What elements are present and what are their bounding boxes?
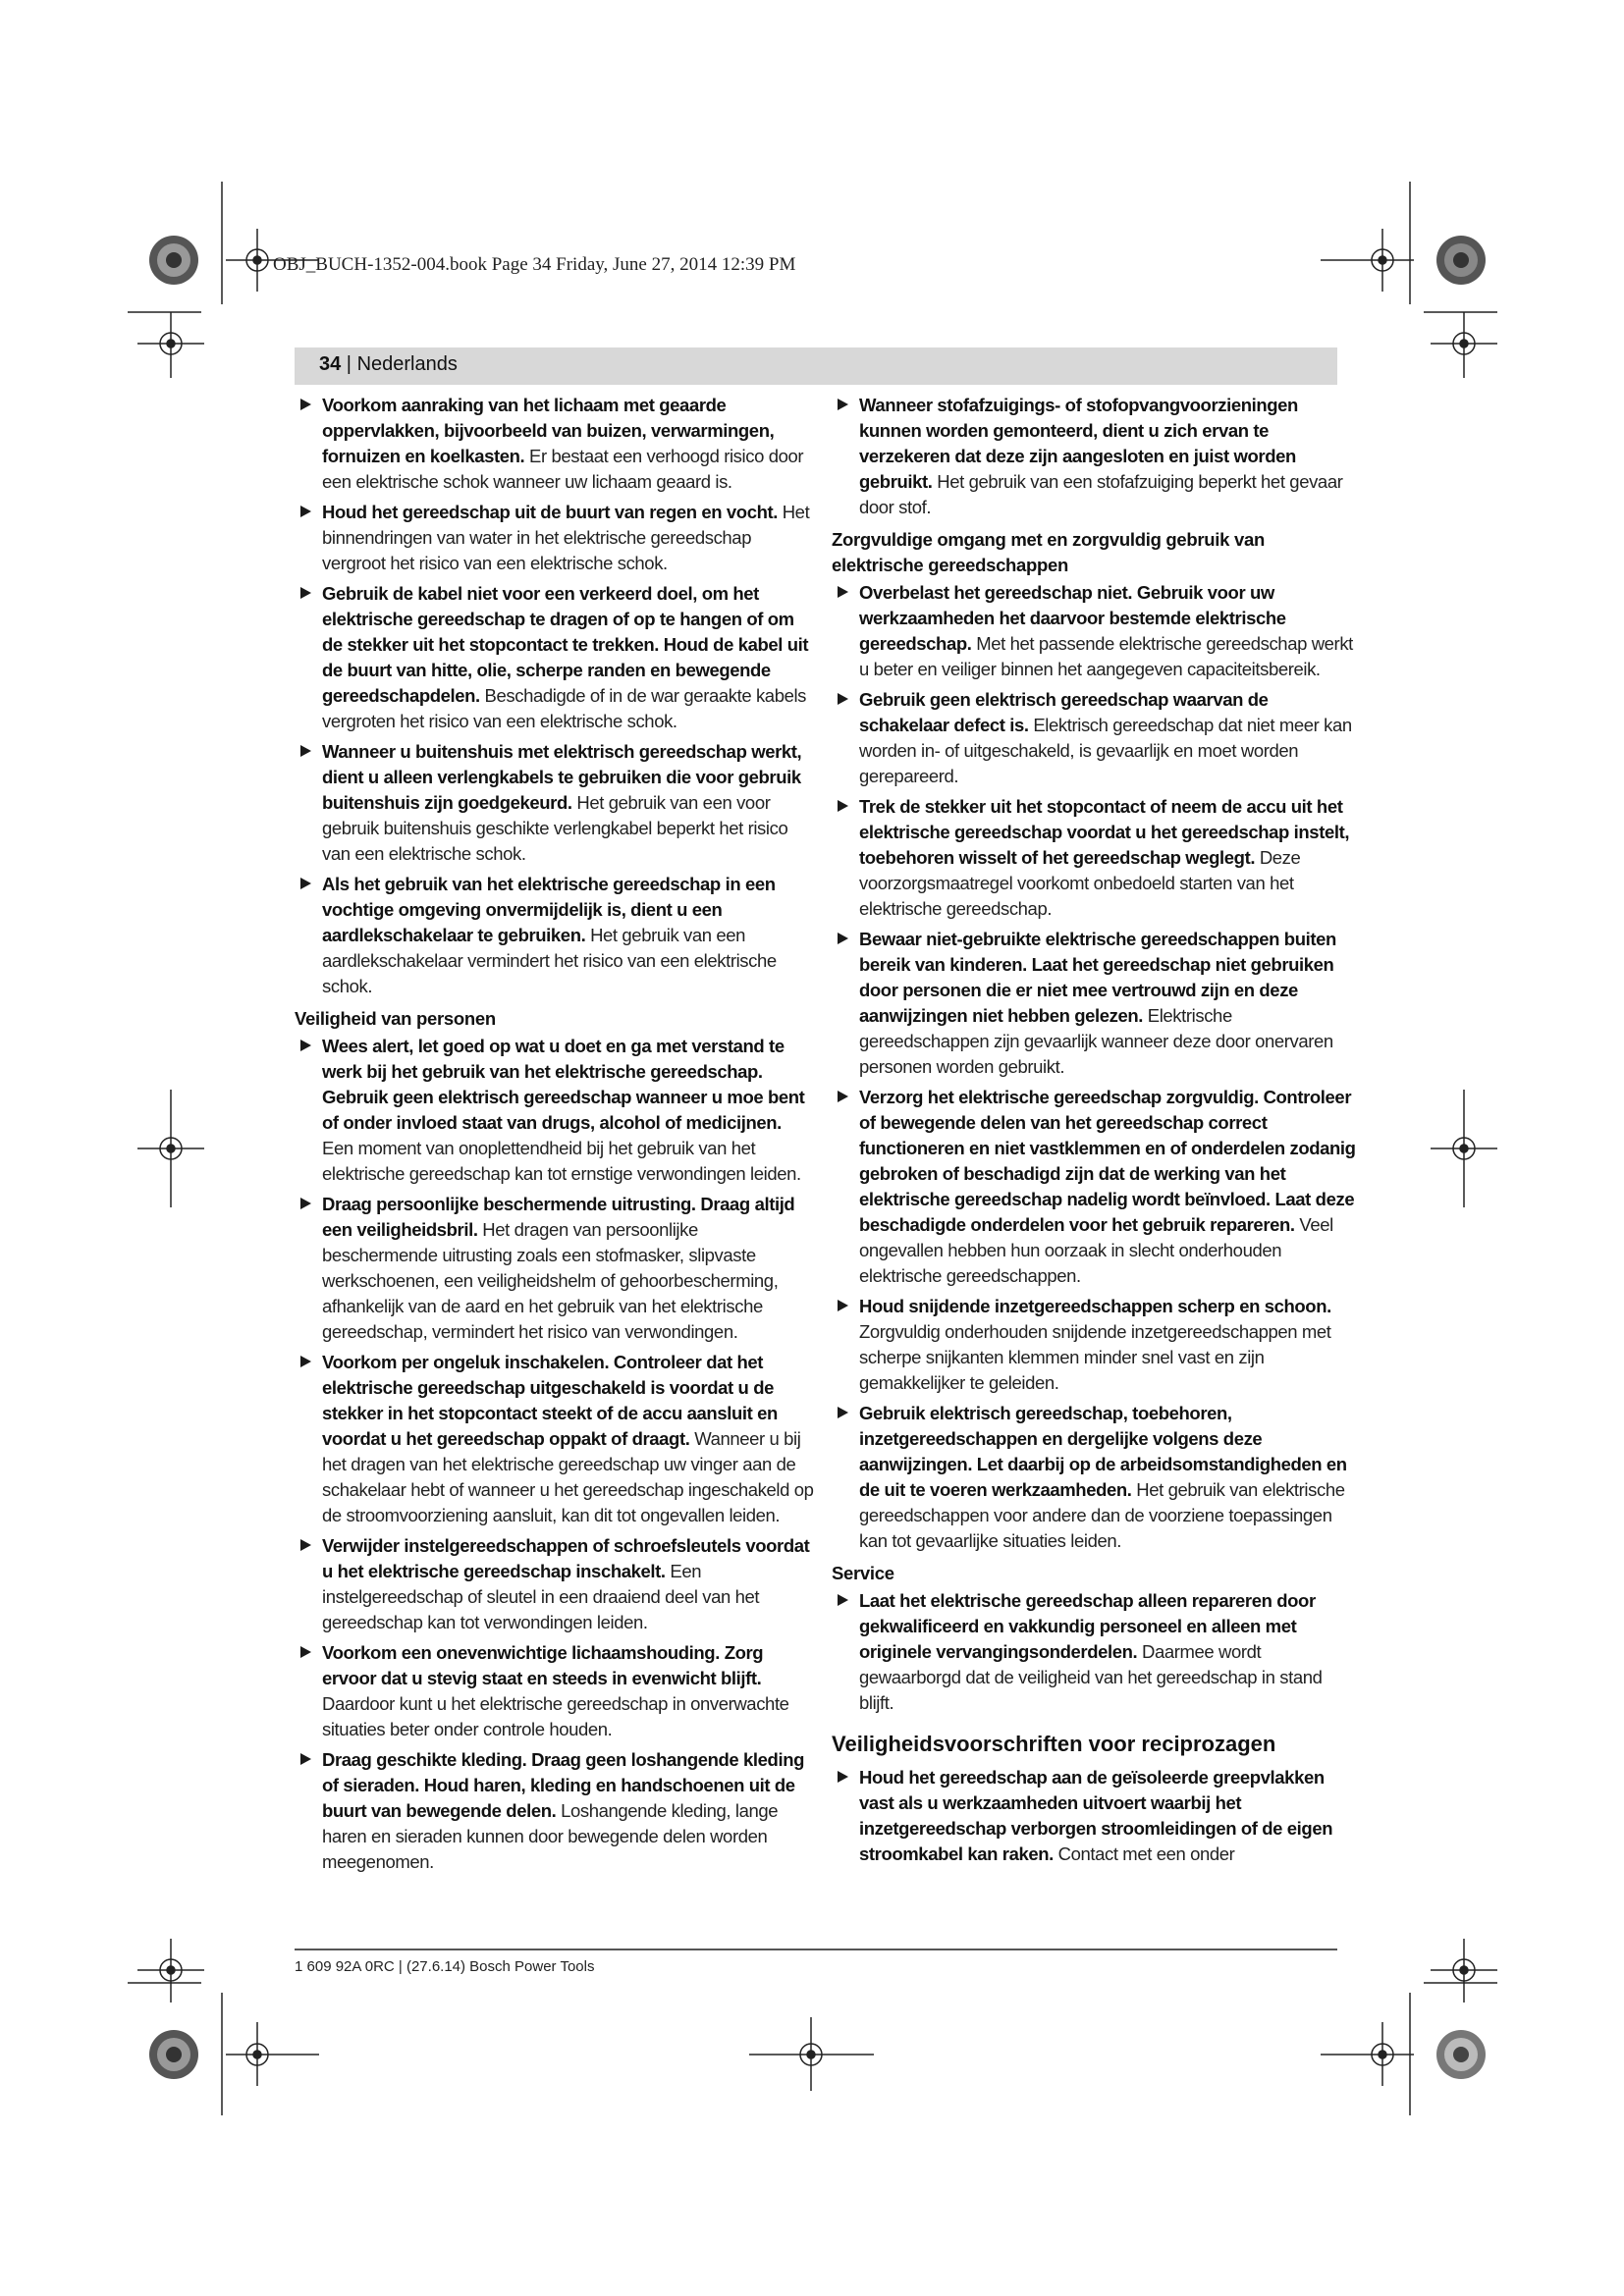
subhead-service: Service bbox=[832, 1563, 894, 1583]
bullet-text bbox=[859, 927, 1357, 1080]
bullet-triangle-icon bbox=[300, 1646, 311, 1658]
bullet-item bbox=[295, 393, 815, 495]
bullet-bold-text: Voorkom aanraking van het lichaam met geaarde oppervlakken, bijvoorbeeld van buizen, verwarmingen, fornuizen en koelkasten. bbox=[322, 395, 775, 466]
bullet-plain-text: Deze voorzorgsmaatregel voorkomt onbedoeld starten van het elektrische gereedschap. bbox=[859, 847, 1301, 919]
bullet-plain-text: Contact met een onder bbox=[1053, 1843, 1235, 1864]
bullet-triangle-icon bbox=[300, 587, 311, 599]
bullet-bold-text: Trek de stekker uit het stopcontact of neem de accu uit het elektrische gereedschap voordat u het gereedschap instelt, toebehoren wisselt of het gereedschap weglegt. bbox=[859, 796, 1350, 868]
bullet-plain-text: Er bestaat een verhoogd risico door een elektrische schok wanneer uw lichaam geaard is. bbox=[322, 446, 804, 492]
bullet-bold-text: Wees alert, let goed op wat u doet en ga met verstand te werk bij het gebruik van het elektrische gereedschap. Gebruik geen elektrisch gereedschap wanneer u moe bent of onder invloed staat van drugs, alcohol of medicijnen. bbox=[322, 1036, 805, 1133]
bullet-text bbox=[859, 687, 1357, 789]
bullet-triangle-icon bbox=[300, 1356, 311, 1367]
bullet-item bbox=[832, 1294, 1357, 1396]
bullet-bold-text: Gebruik elektrisch gereedschap, toebehoren, inzetgereedschappen en dergelijke volgens deze aanwijzingen. Let daarbij op de arbeidsomstandigheden en de uit te voeren werkzaamheden. bbox=[859, 1403, 1347, 1500]
bullet-text bbox=[859, 1765, 1357, 1867]
bullet-plain-text: Het dragen van persoonlijke beschermende uitrusting zoals een stofmasker, slipvaste werkschoenen, een veiligheidshelm of gehoorbescherming, afhankelijk van de aard en het gebruik van het elektrische gereedschap, vermindert het risico van verwondingen. bbox=[322, 1219, 779, 1342]
left-column bbox=[295, 393, 815, 1880]
bullet-triangle-icon bbox=[838, 800, 848, 812]
bullet-triangle-icon bbox=[300, 745, 311, 757]
bullet-item bbox=[832, 794, 1357, 922]
bullet-item bbox=[832, 1765, 1357, 1867]
bullet-text bbox=[322, 1192, 815, 1345]
bullet-triangle-icon bbox=[838, 1407, 848, 1418]
bullet-text bbox=[859, 1401, 1357, 1554]
bullet-bold-text: Bewaar niet-gebruikte elektrische gereedschappen buiten bereik van kinderen. Laat het gereedschap niet gebruiken door personen die er niet mee vertrouwd zijn en deze aanwijzingen niet hebben gelezen. bbox=[859, 929, 1336, 1026]
bullet-text bbox=[859, 794, 1357, 922]
bullet-triangle-icon bbox=[300, 399, 311, 410]
bullet-plain-text: Daardoor kunt u het elektrische gereedschap in onverwachte situaties beter onder controle houden. bbox=[322, 1693, 789, 1739]
bullet-plain-text: Beschadigde of in de war geraakte kabels vergroten het risico van een elektrische schok. bbox=[322, 685, 807, 731]
bullet-text bbox=[322, 393, 815, 495]
bullet-item bbox=[832, 927, 1357, 1080]
bullet-plain-text: Het binnendringen van water in het elektrische gereedschap vergroot het risico van een elektrische schok. bbox=[322, 502, 810, 573]
bullet-item bbox=[295, 1640, 815, 1742]
bullet-triangle-icon bbox=[300, 1753, 311, 1765]
bullet-text bbox=[322, 1034, 815, 1187]
bullet-text bbox=[322, 872, 815, 999]
bullet-plain-text: Het gebruik van een stofafzuiging beperkt het gevaar door stof. bbox=[859, 471, 1343, 517]
bullet-text bbox=[322, 581, 815, 734]
bullet-text bbox=[322, 1747, 815, 1875]
bullet-item bbox=[295, 872, 815, 999]
bullet-triangle-icon bbox=[300, 1539, 311, 1551]
bullet-item bbox=[832, 687, 1357, 789]
bullet-triangle-icon bbox=[300, 1040, 311, 1051]
bullet-plain-text: Het gebruik van elektrische gereedschappen voor andere dan de voorziene toepassingen kan tot gevaarlijke situaties leiden. bbox=[859, 1479, 1345, 1551]
bullet-triangle-icon bbox=[838, 1771, 848, 1783]
bullet-bold-text: Draag persoonlijke beschermende uitrusting. Draag altijd een veiligheidsbril. bbox=[322, 1194, 795, 1240]
bullet-plain-text: Een instelgereedschap of sleutel in een draaiend deel van het gereedschap kan tot verwondingen leiden. bbox=[322, 1561, 760, 1632]
bullet-bold-text: Houd het gereedschap uit de buurt van regen en vocht. bbox=[322, 502, 778, 522]
bullet-plain-text: Elektrisch gereedschap dat niet meer kan worden in- of uitgeschakeld, is gevaarlijk en moet worden gerepareerd. bbox=[859, 715, 1352, 786]
bullet-text bbox=[322, 1533, 815, 1635]
bullet-text bbox=[859, 393, 1357, 520]
bullet-triangle-icon bbox=[838, 399, 848, 410]
bullet-plain-text: Daarmee wordt gewaarborgd dat de veiligheid van het gereedschap in stand blijft. bbox=[859, 1641, 1323, 1713]
bullet-bold-text: Als het gebruik van het elektrische gereedschap in een vochtige omgeving onvermijdelijk is, dient u een aardlekschakelaar te gebruiken. bbox=[322, 874, 776, 945]
bullet-text bbox=[859, 1294, 1357, 1396]
bullet-bold-text: Overbelast het gereedschap niet. Gebruik voor uw werkzaamheden het daarvoor bestemde elektrische gereedschap. bbox=[859, 582, 1286, 654]
bullet-item bbox=[295, 581, 815, 734]
bullet-bold-text: Wanneer stofafzuigings- of stofopvangvoorzieningen kunnen worden gemonteerd, dient u zich ervan te verzekeren dat deze zijn aangesloten en juist worden gebruikt. bbox=[859, 395, 1298, 492]
bullet-item bbox=[832, 1588, 1357, 1716]
bullet-triangle-icon bbox=[838, 1300, 848, 1311]
print-slug: OBJ_BUCH-1352-004.book Page 34 Friday, June 27, 2014 12:39 PM bbox=[273, 254, 796, 275]
bullet-item bbox=[832, 1401, 1357, 1554]
bullet-bold-text: Laat het elektrische gereedschap alleen repareren door gekwalificeerd en vakkundig personeel en alleen met originele vervangingsonderdelen. bbox=[859, 1590, 1316, 1662]
header-separator: | bbox=[341, 353, 357, 375]
bullet-bold-text: Gebruik de kabel niet voor een verkeerd doel, om het elektrische gereedschap te dragen of op te hangen of om de stekker uit het stopcontact te trekken. Houd de kabel uit de buurt van hitte, olie, scherpe randen en bewegende gereedschapdelen. bbox=[322, 583, 809, 706]
bullet-triangle-icon bbox=[838, 693, 848, 705]
bullet-text bbox=[859, 1588, 1357, 1716]
footer-rule bbox=[295, 1949, 1337, 1950]
bullet-bold-text: Voorkom een onevenwichtige lichaamshouding. Zorg ervoor dat u stevig staat en steeds in evenwicht blijft. bbox=[322, 1642, 764, 1688]
bullet-plain-text: Een moment van onoplettendheid bij het gebruik van het elektrische gereedschap kan tot ernstige verwondingen leiden. bbox=[322, 1138, 801, 1184]
bullet-triangle-icon bbox=[838, 586, 848, 598]
bullet-plain-text: Het gebruik van een aardlekschakelaar vermindert het risico van een elektrische schok. bbox=[322, 925, 777, 996]
page-number: 34 bbox=[319, 353, 342, 375]
bullet-text bbox=[859, 1085, 1357, 1289]
bullet-text bbox=[322, 1350, 815, 1528]
subhead-zorgvuldige-omgang: Zorgvuldige omgang met en zorgvuldig gebruik van elektrische gereedschappen bbox=[832, 529, 1265, 575]
bullet-bold-text: Draag geschikte kleding. Draag geen loshangende kleding of sieraden. Houd haren, kleding en handschoenen uit de buurt van bewegende delen. bbox=[322, 1749, 804, 1821]
bullet-item bbox=[295, 1533, 815, 1635]
bullet-plain-text: Zorgvuldig onderhouden snijdende inzetgereedschappen met scherpe snijkanten klemmen minder snel vast en zijn gemakkelijker te geleiden. bbox=[859, 1321, 1331, 1393]
bullet-text bbox=[859, 580, 1357, 682]
bullet-item bbox=[295, 500, 815, 576]
bullet-triangle-icon bbox=[838, 1091, 848, 1102]
bullet-triangle-icon bbox=[838, 1594, 848, 1606]
bullet-item bbox=[832, 393, 1357, 520]
bullet-bold-text: Houd het gereedschap aan de geïsoleerde greepvlakken vast als u werkzaamheden uitvoert waarbij het inzetgereedschap verborgen stroomleidingen of de eigen stroomkabel kan raken. bbox=[859, 1767, 1333, 1864]
bullet-plain-text: Elektrische gereedschappen zijn gevaarlijk wanneer deze door onervaren personen worden gebruikt. bbox=[859, 1005, 1333, 1077]
page-header bbox=[319, 353, 458, 376]
bullet-bold-text: Gebruik geen elektrisch gereedschap waarvan de schakelaar defect is. bbox=[859, 689, 1269, 735]
right-column bbox=[832, 393, 1357, 1872]
bullet-triangle-icon bbox=[838, 933, 848, 944]
bullet-plain-text: Loshangende kleding, lange haren en sieraden kunnen door bewegende delen worden meegenomen. bbox=[322, 1800, 779, 1872]
bullet-plain-text: Wanneer u bij het dragen van het elektrische gereedschap uw vinger aan de schakelaar hebt of wanneer u het gereedschap ingeschakeld op de stroomvoorziening aansluit, kan dit tot ongevallen leiden. bbox=[322, 1428, 814, 1525]
bullet-triangle-icon bbox=[300, 1198, 311, 1209]
bullet-bold-text: Wanneer u buitenshuis met elektrisch gereedschap werkt, dient u alleen verlengkabels te gebruiken die voor gebruik buitenshuis zijn goedgekeurd. bbox=[322, 741, 802, 813]
bullet-item bbox=[295, 739, 815, 867]
page-footer: 1 609 92A 0RC | (27.6.14) Bosch Power Tools bbox=[295, 1958, 595, 1975]
subhead-veiligheid-personen: Veiligheid van personen bbox=[295, 1008, 496, 1029]
bullet-bold-text: Verwijder instelgereedschappen of schroefsleutels voordat u het elektrische gereedschap inschakelt. bbox=[322, 1535, 810, 1581]
bullet-item bbox=[295, 1747, 815, 1875]
section-title-reciprozagen: Veiligheidsvoorschriften voor reciprozagen bbox=[832, 1732, 1276, 1756]
bullet-item bbox=[832, 580, 1357, 682]
bullet-bold-text: Voorkom per ongeluk inschakelen. Controleer dat het elektrische gereedschap uitgeschakeld is voordat u de stekker in het stopcontact steekt of de accu aansluit en voordat u het gereedschap oppakt of draagt. bbox=[322, 1352, 778, 1449]
bullet-plain-text: Met het passende elektrische gereedschap werkt u beter en veiliger binnen het aangegeven capaciteitsbereik. bbox=[859, 633, 1353, 679]
header-language: Nederlands bbox=[356, 353, 458, 375]
bullet-item bbox=[295, 1350, 815, 1528]
bullet-plain-text: Veel ongevallen hebben hun oorzaak in slecht onderhouden elektrische gereedschappen. bbox=[859, 1214, 1333, 1286]
bullet-text bbox=[322, 739, 815, 867]
bullet-bold-text: Verzorg het elektrische gereedschap zorgvuldig. Controleer of bewegende delen van het gereedschap correct functioneren en niet vastklemmen en of onderdelen zodanig gebroken of beschadigd zijn dat de werking van het elektrische gereedschap nadelig wordt beïnvloed. Laat deze beschadigde onderdelen voor het gebruik repareren. bbox=[859, 1087, 1356, 1235]
bullet-item bbox=[832, 1085, 1357, 1289]
bullet-item bbox=[295, 1034, 815, 1187]
bullet-text bbox=[322, 500, 815, 576]
bullet-plain-text: Het gebruik van een voor gebruik buitenshuis geschikte verlengkabel beperkt het risico van een elektrische schok. bbox=[322, 792, 788, 864]
bullet-triangle-icon bbox=[300, 506, 311, 517]
bullet-bold-text: Houd snijdende inzetgereedschappen scherp en schoon. bbox=[859, 1296, 1331, 1316]
bullet-item bbox=[295, 1192, 815, 1345]
bullet-triangle-icon bbox=[300, 878, 311, 889]
bullet-text bbox=[322, 1640, 815, 1742]
